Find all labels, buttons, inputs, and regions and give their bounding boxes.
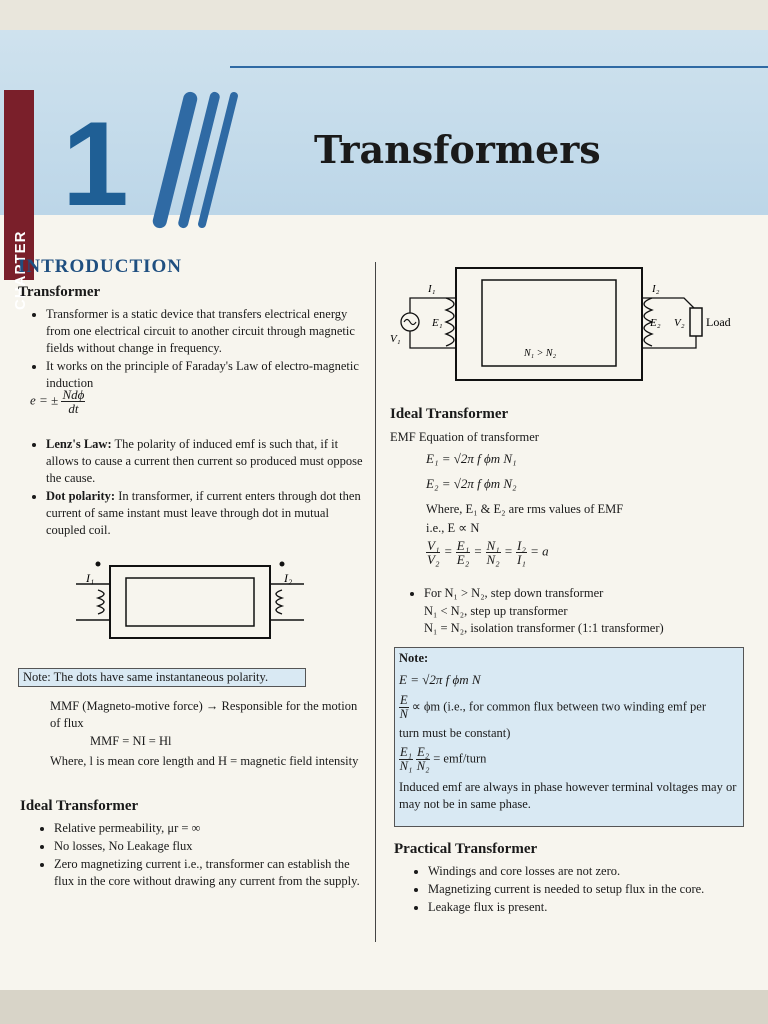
ratio-frac	[426, 539, 440, 566]
secondary-dot	[280, 562, 285, 567]
transformer-circuit-figure	[384, 264, 744, 386]
e1-equation: E₁ = √2π f ϕm N₁	[426, 451, 517, 466]
practical-heading: Practical Transformer	[394, 841, 538, 857]
note-emf-turn	[399, 746, 739, 773]
mmf-where: Where, l is mean core length and H = magnetic field intensity	[50, 754, 359, 768]
frac-num: E	[400, 693, 408, 707]
ratio-label: N₁ > N₂	[524, 348, 557, 359]
fig-i1-label: I₁	[86, 571, 95, 585]
chapter-label: CHAPTER	[12, 230, 29, 310]
dots-note: Note: The dots have same instantaneous polarity.	[18, 668, 306, 687]
e2-equation: E₂ = √2π f ϕm N₂	[426, 476, 517, 491]
note-emf-text: = emf/turn	[433, 751, 487, 766]
lenz-text: The polarity of induced emf is such that, if it allows to cause a current then current so produced must oppose the cause.	[46, 437, 363, 485]
dot-item	[46, 488, 365, 539]
note-frac	[416, 746, 430, 773]
dot-polarity-figure	[70, 552, 310, 652]
chapter-tab	[4, 90, 34, 310]
chapter-title: Transformers	[314, 127, 601, 172]
emf-heading: EMF Equation of transformer	[390, 430, 539, 444]
frac-num: E₂	[417, 745, 430, 759]
note-proportional	[399, 694, 739, 721]
note-frac	[399, 694, 409, 721]
lenz-label: Lenz's Law:	[46, 437, 112, 451]
ratio-frac	[516, 539, 527, 566]
column-divider	[375, 262, 376, 942]
lenz-item	[46, 436, 365, 487]
frac-den: I₁	[516, 552, 526, 567]
load-label: Load	[706, 315, 731, 329]
practical-bullet: • Magnetizing current is needed to setup flux in the core.	[428, 881, 752, 898]
ideal-heading-right: Ideal Transformer	[390, 406, 509, 422]
note-title: Note:	[399, 651, 429, 665]
note-phase: Induced emf are always in phase however terminal voltages may or may not be in same phase.	[399, 780, 737, 811]
faraday-lhs: e = ±	[30, 392, 59, 408]
ratio-frac	[456, 539, 470, 566]
case-item: • For N₁ > N₂, step down transformer	[424, 585, 740, 602]
note-box	[394, 647, 744, 827]
dot-text: In transformer, if current enters through dot then current of same instant must leave through dot in mutual coupled coil.	[46, 489, 361, 537]
note-prop-text: ∝ ϕm (i.e., for common flux between two winding emf per	[411, 699, 707, 714]
page-bottom-shadow	[0, 990, 768, 1024]
emf-where: Where, E₁ & E₂ are rms values of EMF	[426, 502, 624, 516]
frac-den: N₂	[486, 552, 500, 567]
faraday-fraction	[61, 388, 85, 415]
ratio-frac	[486, 539, 501, 566]
note-continuation: turn must be constant)	[399, 726, 511, 740]
bullet-item: • It works on the principle of Faraday's Law of electro-magnetic induction	[46, 358, 365, 392]
fig-i2-label: I₂	[284, 571, 293, 585]
primary-dot	[96, 562, 101, 567]
frac-num: E₁	[456, 538, 470, 553]
frac-den: E₂	[456, 552, 470, 567]
v1-label: V₁	[390, 333, 401, 345]
primary-coil	[446, 298, 454, 346]
ideal-bullet: • No losses, No Leakage flux	[54, 838, 370, 855]
bullet-item: • Transformer is a static device that transfers electrical energy from one electrical circuit to another circuit through magnetic fields without change in frequency.	[46, 306, 365, 357]
ideal-bullet: • Relative permeability, μr = ∞	[54, 820, 370, 837]
header-rule	[230, 66, 768, 68]
sine-icon	[404, 320, 416, 325]
frac-den: N₂	[416, 759, 430, 773]
frac-num: E₁	[400, 745, 412, 759]
frac-den: N₁	[399, 759, 413, 773]
frac-num: V₁	[427, 538, 440, 553]
frac-num: I₂	[516, 538, 526, 553]
practical-bullet: • Leakage flux is present.	[428, 899, 752, 916]
faraday-num: Ndϕ	[62, 387, 85, 402]
dot-label: Dot polarity:	[46, 489, 116, 503]
core-outer	[110, 566, 270, 638]
note-equation: E = √2π f ϕm N	[399, 672, 481, 687]
faraday-den: dt	[68, 401, 79, 416]
emf-proportional: i.e., E ∝ N	[426, 521, 480, 535]
core-outer	[456, 268, 642, 380]
intro-bullets	[30, 306, 365, 393]
i1-label: I₁	[428, 283, 436, 295]
frac-den: V₂	[427, 552, 440, 567]
intro-heading: INTRODUCTION	[18, 256, 183, 277]
v2-label: V₂	[674, 317, 685, 329]
case-item: N₁ = N₂, isolation transformer (1:1 transformer)	[424, 621, 664, 635]
chapter-number: 1	[62, 97, 129, 231]
case-item: N₁ < N₂, step up transformer	[424, 604, 568, 618]
note-frac	[399, 746, 413, 773]
faraday-equation	[30, 388, 85, 415]
practical-bullets	[412, 863, 752, 917]
ratio-tail: = a	[530, 543, 549, 559]
ratio-equation: $\frac{\text{V₁}}{\text{V₂}}$ = $\frac{\text{E₁}}{\text{E₂}}$ = $\frac{\text{N₁}}{\text{N₂}}$ = $\frac{\text{I₂}}{\text{I₁}}$ = a	[427, 538, 549, 567]
primary-coil	[76, 584, 110, 620]
i2-label: I₂	[652, 283, 660, 295]
ideal-bullets	[38, 820, 370, 891]
ideal-heading-left: Ideal Transformer	[20, 798, 139, 814]
core-inner	[126, 578, 254, 626]
ideal-bullet: • Zero magnetizing current i.e., transformer can establish the flux in the core without drawing any current from the supply.	[54, 856, 370, 890]
frac-num: N₁	[486, 538, 500, 553]
practical-bullet: • Windings and core losses are not zero.	[428, 863, 752, 880]
frac-den: N	[399, 707, 408, 721]
transformer-heading: Transformer	[18, 284, 101, 300]
page	[0, 30, 768, 990]
law-bullets	[30, 436, 365, 540]
mmf-equation: MMF = NI = Hl	[90, 734, 172, 748]
secondary-coil	[270, 584, 304, 620]
load-resistor	[690, 308, 702, 336]
mmf-text: MMF (Magneto-motive force) → Responsible for the motion of flux	[50, 699, 358, 730]
e2-label: E₂	[650, 317, 661, 329]
transformer-cases	[410, 585, 740, 637]
e1-label: E₁	[432, 317, 443, 329]
